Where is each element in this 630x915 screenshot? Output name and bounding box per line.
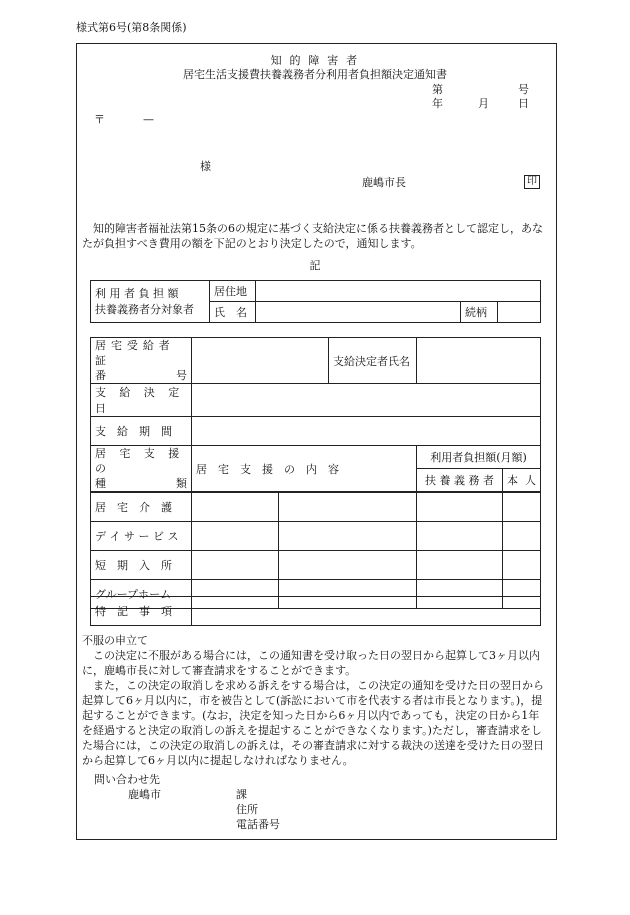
service-cell[interactable]	[279, 521, 417, 550]
service-cell[interactable]	[417, 521, 503, 550]
recipient-no-char-2: 号	[176, 369, 187, 382]
date-year: 年	[432, 97, 443, 110]
service-cell[interactable]	[279, 492, 417, 521]
contact-heading: 問い合わせ先	[94, 773, 160, 786]
address-field[interactable]	[256, 281, 541, 302]
self-header	[503, 469, 541, 492]
decision-date-label: 支 給 決 定 日	[91, 384, 192, 417]
relation-field[interactable]	[498, 302, 541, 323]
service-row-label: 居 宅 介 護	[91, 492, 192, 521]
issuer-name: 鹿嶋市長	[362, 176, 406, 189]
decided-name-label: 支給決定者氏名	[329, 338, 417, 384]
decision-date-field[interactable]	[192, 384, 541, 417]
document-title: 居宅生活支援費扶養義務者分利用者負担額決定通知書	[183, 68, 447, 81]
recipient-no-char-1: 番	[95, 369, 106, 382]
period-field[interactable]	[192, 417, 541, 446]
service-type-char-1: 種	[95, 477, 106, 490]
service-cell[interactable]	[192, 521, 279, 550]
recipient-no-line-1: 居宅受給者証	[95, 339, 175, 367]
service-row-label: デ イ サ ー ビ ス	[91, 521, 192, 550]
service-cell[interactable]	[417, 492, 503, 521]
target-label-line-1: 利 用 者 負 担 額	[95, 286, 179, 300]
guardian-header: 扶 養 義 務 者	[417, 469, 503, 492]
contact-city: 鹿嶋市	[128, 788, 161, 801]
appeal-paragraph-2: また，この決定の取消しを求める訴えをする場合は，この決定の通知を受けた日の翌日から起算して6ヶ月以内に，市を被告として(訴訟において市を代表する者は市長となります。)，提起することができます。(なお，決定を知った日から6ヶ月以内であっても，決定の日から1年を経過すると決定の取消しの訴えを提起することができなくなります。)ただし，審査請求をした場合には，この決定の取消しの訴えは，その審査請求に対する裁決の送達を受けた日の翌日から起算して6ヶ月以内に提起しなければなりません。	[82, 679, 544, 767]
relation-label: 続柄	[461, 302, 498, 323]
notes-table	[90, 596, 541, 626]
recipient-no-label	[91, 338, 192, 384]
service-cell[interactable]	[192, 492, 279, 521]
postal-dash: —	[143, 113, 154, 126]
recipient-no-field[interactable]	[192, 338, 329, 384]
service-row-label: グループホーム	[91, 579, 192, 608]
contact-phone: 電話番号	[236, 818, 280, 831]
period-label: 支 給 期 間	[91, 417, 192, 446]
service-row-label: 短 期 入 所	[91, 550, 192, 579]
form-reference: 様式第6号(第8条関係)	[76, 21, 187, 34]
self-header-char-1: 本	[507, 474, 518, 488]
service-decision-table	[90, 337, 541, 609]
appeal-section	[82, 633, 550, 768]
date-month: 月	[478, 97, 489, 110]
service-cell[interactable]	[503, 550, 541, 579]
content-header: 居 宅 支 援 の 内 容	[192, 446, 417, 493]
contact-division: 課	[236, 788, 247, 801]
service-cell[interactable]	[417, 550, 503, 579]
postal-mark: 〒	[94, 113, 105, 126]
service-cell[interactable]	[192, 550, 279, 579]
seal-icon: 印	[524, 175, 540, 189]
name-label: 氏 名	[210, 302, 256, 323]
target-person-table	[90, 280, 541, 323]
target-label-line-2: 扶養義務者分対象者	[95, 302, 194, 316]
title-line-1: 知 的 障 害 者	[270, 54, 360, 67]
service-cell[interactable]	[279, 550, 417, 579]
notes-label: 特 記 事 項	[91, 597, 192, 626]
service-type-line-1: 居 宅 支 援 の	[95, 447, 185, 475]
name-field[interactable]	[256, 302, 461, 323]
intro-paragraph: 知的障害者福祉法第15条の6の規定に基づく支給決定に係る扶養義務者として認定し，あなたが負担すべき費用の額を下記のとおり決定したので，通知します。	[82, 222, 543, 250]
address-label: 居住地	[210, 281, 256, 302]
service-cell[interactable]	[503, 492, 541, 521]
appeal-paragraph-1: この決定に不服がある場合には，この通知書を受け取った日の翌日から起算して3ヶ月以内に，鹿嶋市長に対して審査請求をすることができます。	[82, 649, 540, 677]
appeal-heading: 不服の申立て	[82, 634, 148, 647]
decided-name-field[interactable]	[417, 338, 541, 384]
notes-field[interactable]	[192, 597, 541, 626]
service-type-char-2: 類	[176, 477, 187, 490]
service-type-label	[91, 446, 192, 493]
ki-mark: 記	[309, 259, 321, 272]
date-day: 日	[518, 97, 529, 110]
self-header-char-2: 人	[525, 474, 536, 488]
addressee-honorific: 様	[200, 160, 211, 173]
burden-header: 利用者負担額(月額)	[417, 446, 541, 469]
contact-address: 住所	[236, 803, 258, 816]
service-cell[interactable]	[503, 521, 541, 550]
ref-no-prefix: 第	[432, 83, 443, 96]
seal-mark	[524, 175, 540, 189]
target-label-cell	[91, 281, 210, 323]
ref-no-suffix: 号	[518, 83, 529, 96]
